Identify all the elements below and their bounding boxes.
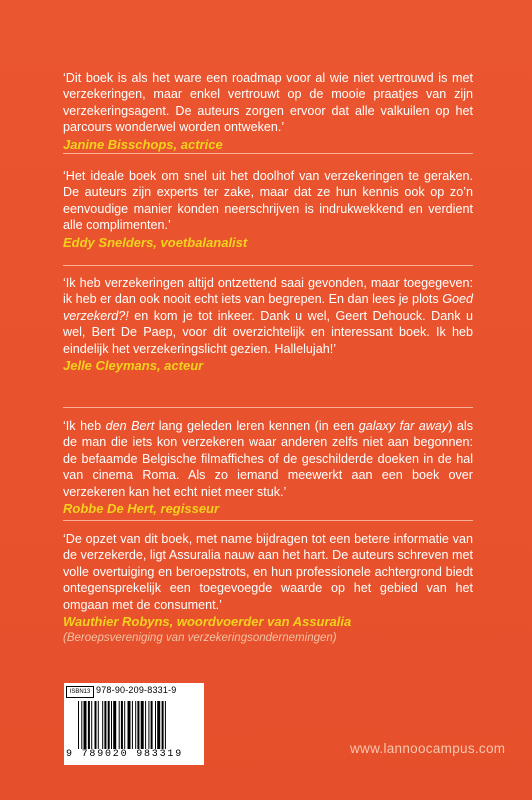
quote-author: Jelle Cleymans, acteur [63, 358, 204, 374]
divider [63, 520, 473, 521]
quote-text-part: ) als de man die iets kon verzekeren waar anderen zelfs niet aan begonnen: de befaamde Belgische filmaffiches of de geschilderde doeken in de hal van cinema Roma. Als zo iemand meewerkt aan een boek over verzekeren kan het echt niet meer stuk.’ [63, 419, 473, 499]
quote-3 [63, 275, 473, 374]
divider [63, 265, 473, 266]
barcode-bars [78, 701, 198, 749]
publisher-website: www.lannoocampus.com [350, 741, 506, 756]
quote-text: ‘De opzet van dit boek, met name bijdragen tot een betere informatie van de verzekerde, ligt Assuralia nauw aan het hart. De auteurs schreven met volle overtuiging en beroepstrots, en hun professionele achtergrond biedt ontegensprekelijk een toegevoegde waarde op het gebied van het omgaan met de consument.’ [63, 532, 473, 612]
quote-book-title: Goed verzekerd?! [63, 292, 473, 323]
quote-5 [63, 531, 473, 647]
quote-text-part: en kom je tot inkeer. Dank u wel, Geert Dehouck. Dank u wel, Bert De Paep, voor dit overzichtelijk en interessant boek. Ik heb eindelijk het verzekeringslicht gezien. Hallelujah!’ [63, 308, 473, 356]
isbn-number: 978-90-209-8331-9 [96, 685, 177, 695]
barcode [64, 683, 204, 765]
quote-text-part: lang geleden leren kennen (in een [154, 419, 359, 433]
quote-author: Wauthier Robyns, woordvoerder van Assuralia [63, 614, 352, 630]
quote-author-subtitle: (Beroepsvereniging van verzekeringsondernemingen) [63, 632, 337, 645]
quote-italic: den Bert [105, 419, 155, 433]
divider [63, 407, 473, 408]
quote-italic: galaxy far away [358, 419, 449, 433]
quote-author: Eddy Snelders, voetbalanalist [63, 234, 248, 250]
quote-2 [63, 168, 473, 251]
quote-text: ‘Het ideale boek om snel uit het doolhof van verzekeringen te geraken. De auteurs zijn experts ter zake, maar dat ze hun kennis ook op zo’n eenvoudige manier konden neerschrijven is indrukwekkend en verdient alle complimenten.’ [63, 169, 473, 233]
quote-1 [63, 70, 473, 153]
divider [63, 153, 473, 154]
quote-author: Janine Bisschops, actrice [63, 136, 223, 152]
quote-author: Robbe De Hert, regisseur [63, 501, 220, 517]
quote-4 [63, 418, 473, 517]
barcode-digits: 9 789020 983319 [66, 749, 184, 760]
quote-text-part: ‘Ik heb [63, 419, 106, 433]
quote-text-part: ‘Ik heb verzekeringen altijd ontzettend saai gevonden, maar toegegeven: ik heb er dan ook nooit echt iets van begrepen. En dan lees je plots [63, 276, 473, 307]
isbn-label: ISBN13 [66, 686, 94, 698]
quote-text: ‘Dit boek is als het ware een roadmap voor al wie niet vertrouwd is met verzekeringen, maar enkel vertrouwt op de mooie praatjes van zijn verzekeringsagent. De auteurs zorgen ervoor dat alle valkuilen op het parcours wonderwel worden ontweken.’ [63, 71, 473, 135]
